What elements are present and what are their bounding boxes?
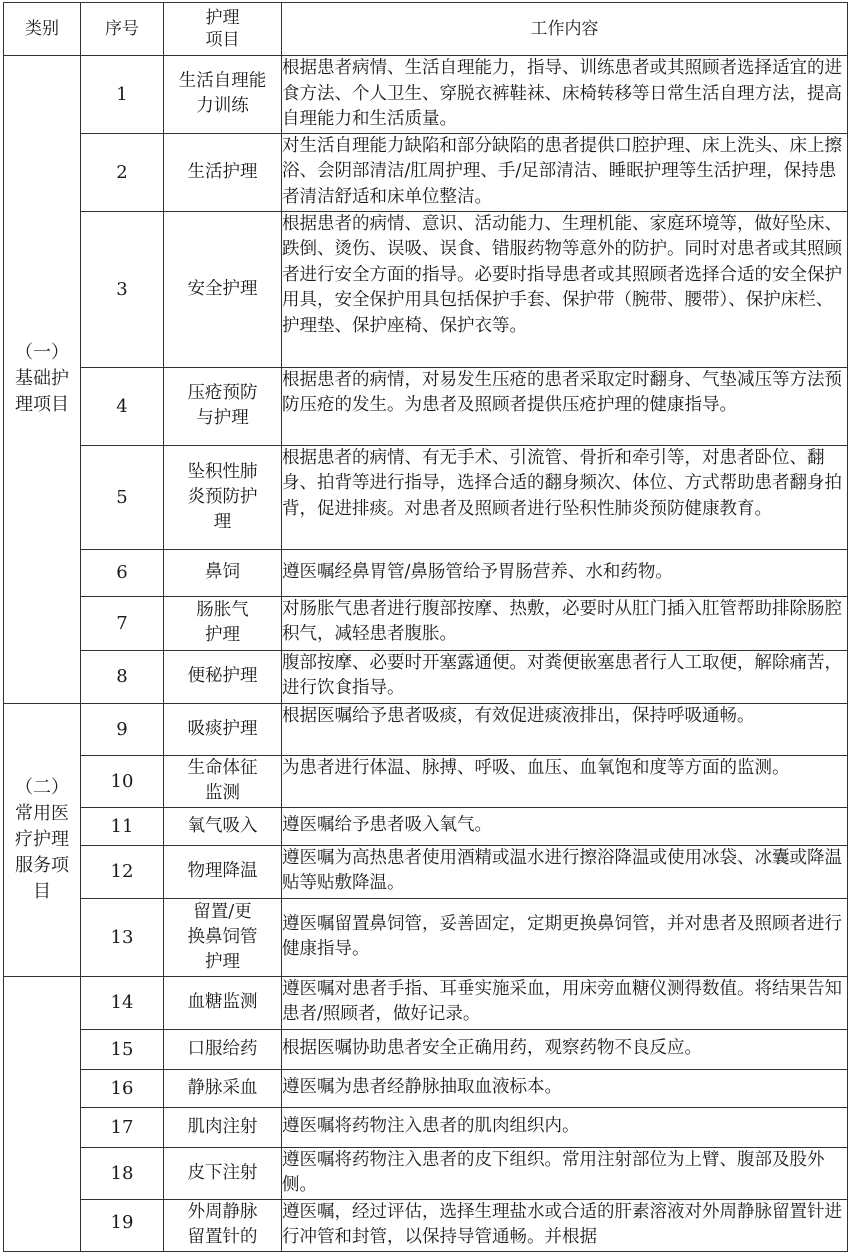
row-item: 鼻饲 — [164, 549, 282, 596]
row-content: 遵医嘱将药物注入患者的皮下组织。常用注射部位为上臂、腹部及股外侧。 — [282, 1147, 848, 1199]
row-item: 静脉采血 — [164, 1069, 282, 1107]
row-number: 18 — [81, 1147, 164, 1199]
table-row — [4, 56, 848, 134]
table-row — [4, 703, 848, 755]
table-row — [4, 367, 848, 445]
row-number: 10 — [81, 755, 164, 807]
row-number: 9 — [81, 703, 164, 755]
table-row — [4, 807, 848, 845]
row-content: 遵医嘱给予患者吸入氧气。 — [282, 807, 848, 845]
row-item — [164, 56, 282, 134]
row-content: 对肠胀气患者进行腹部按摩、热敷，必要时从肛门插入肛管帮助排除肠腔积气，减轻患者腹胀。 — [282, 596, 848, 650]
row-content: 遵医嘱经鼻胃管/鼻肠管给予胃肠营养、水和药物。 — [282, 549, 848, 596]
row-number: 19 — [81, 1199, 164, 1251]
row-content: 遵医嘱为患者经静脉抽取血液标本。 — [282, 1069, 848, 1107]
row-number: 15 — [81, 1029, 164, 1069]
table-row — [4, 976, 848, 1029]
table-row — [4, 650, 848, 703]
row-item — [164, 596, 282, 650]
row-item: 肌肉注射 — [164, 1107, 282, 1147]
row-content: 根据患者的病情、意识、活动能力、生理机能、家庭环境等，做好坠床、跌倒、烫伤、误吸、误食、错服药物等意外的防护。同时对患者或其照顾者进行安全方面的指导。必要时指导患者或其照顾者选择合适的安全保护用具，安全保护用具包括保护手套、保护带（腕带、腰带）、保护床栏、护理垫、保护座椅、保护衣等。 — [282, 211, 848, 367]
row-number: 7 — [81, 596, 164, 650]
row-content: 遵医嘱为高热患者使用酒精或温水进行擦浴降温或使用冰袋、冰囊或降温贴等贴敷降温。 — [282, 845, 848, 898]
row-item: 便秘护理 — [164, 650, 282, 703]
table-row — [4, 1069, 848, 1107]
row-content: 根据医嘱给予患者吸痰，有效促进痰液排出，保持呼吸通畅。 — [282, 703, 848, 755]
row-item: 生活护理 — [164, 133, 282, 211]
row-content: 为患者进行体温、脉搏、呼吸、血压、血氧饱和度等方面的监测。 — [282, 755, 848, 807]
row-item — [164, 1199, 282, 1251]
category-unlabeled — [4, 976, 81, 1251]
header-category: 类别 — [4, 3, 81, 56]
table-row — [4, 1147, 848, 1199]
row-number: 13 — [81, 898, 164, 976]
row-item-label: 压疮预防与护理 — [187, 383, 258, 428]
row-number: 16 — [81, 1069, 164, 1107]
row-item: 吸痰护理 — [164, 703, 282, 755]
row-content: 遵医嘱，经过评估，选择生理盐水或合适的肝素溶液对外周静脉留置针进行冲管和封管，以保持导管通畅。并根据 — [282, 1199, 848, 1251]
table-row — [4, 1107, 848, 1147]
header-content: 工作内容 — [282, 3, 848, 56]
category-label: （一）基础护理项目 — [15, 342, 69, 416]
row-number: 1 — [81, 56, 164, 134]
category-basic-care — [4, 56, 81, 704]
row-content: 对生活自理能力缺陷和部分缺陷的患者提供口腔护理、床上洗头、床上擦浴、会阴部清洁/肛周护理、手/足部清洁、睡眠护理等生活护理，保持患者清洁舒适和床单位整洁。 — [282, 133, 848, 211]
table-row — [4, 755, 848, 807]
table-row — [4, 133, 848, 211]
row-number: 4 — [81, 367, 164, 445]
row-content: 根据患者的病情，对易发生压疮的患者采取定时翻身、气垫减压等方法预防压疮的发生。为患者及照顾者提供压疮护理的健康指导。 — [282, 367, 848, 445]
row-item: 物理降温 — [164, 845, 282, 898]
row-number: 8 — [81, 650, 164, 703]
table-row — [4, 1029, 848, 1069]
table-row — [4, 549, 848, 596]
row-number: 12 — [81, 845, 164, 898]
row-content: 遵医嘱对患者手指、耳垂实施采血，用床旁血糖仪测得数值。将结果告知患者/照顾者，做好记录。 — [282, 976, 848, 1029]
row-item-label: 留置/更换鼻饲管护理 — [187, 901, 258, 972]
row-number: 3 — [81, 211, 164, 367]
category-label: （二）常用医疗护理服务项目 — [15, 776, 69, 902]
category-medical-care — [4, 703, 81, 976]
row-content: 根据患者的病情、有无手术、引流管、骨折和牵引等，对患者卧位、翻身、拍背等进行指导，选择合适的翻身频次、体位、方式帮助患者翻身拍背，促进排痰。对患者及照顾者进行坠积性肺炎预防健康教育。 — [282, 445, 848, 549]
table-row — [4, 445, 848, 549]
table-row — [4, 596, 848, 650]
row-content: 腹部按摩、必要时开塞露通便。对粪便嵌塞患者行人工取便，解除痛苦，进行饮食指导。 — [282, 650, 848, 703]
row-item-label: 坠积性肺炎预防护理 — [187, 461, 258, 532]
row-item: 血糖监测 — [164, 976, 282, 1029]
row-item-label: 生命体征监测 — [187, 758, 258, 803]
care-items-table — [3, 2, 848, 1252]
table-row — [4, 211, 848, 367]
row-item-label: 生活自理能力训练 — [178, 71, 267, 117]
row-item: 口服给药 — [164, 1029, 282, 1069]
row-number: 11 — [81, 807, 164, 845]
header-number: 序号 — [81, 3, 164, 56]
header-item: 护理 项目 — [164, 3, 282, 56]
row-item — [164, 755, 282, 807]
row-item: 皮下注射 — [164, 1147, 282, 1199]
row-item-label: 外周静脉留置针的 — [187, 1201, 258, 1247]
row-item — [164, 367, 282, 445]
table-row — [4, 845, 848, 898]
row-content: 遵医嘱将药物注入患者的肌肉组织内。 — [282, 1107, 848, 1147]
table-row — [4, 1199, 848, 1251]
row-item-label: 肠胀气护理 — [196, 600, 249, 645]
row-content: 根据医嘱协助患者安全正确用药，观察药物不良反应。 — [282, 1029, 848, 1069]
row-content: 根据患者病情、生活自理能力，指导、训练患者或其照顾者选择适宜的进食方法、个人卫生、穿脱衣裤鞋袜、床椅转移等日常生活自理方法，提高自理能力和生活质量。 — [282, 56, 848, 134]
row-content: 遵医嘱留置鼻饲管，妥善固定，定期更换鼻饲管，并对患者及照顾者进行健康指导。 — [282, 898, 848, 976]
row-number: 5 — [81, 445, 164, 549]
row-item: 安全护理 — [164, 211, 282, 367]
row-number: 17 — [81, 1107, 164, 1147]
row-item — [164, 445, 282, 549]
table-header-row — [4, 3, 848, 56]
row-item — [164, 898, 282, 976]
row-number: 6 — [81, 549, 164, 596]
row-number: 14 — [81, 976, 164, 1029]
row-number: 2 — [81, 133, 164, 211]
table-row — [4, 898, 848, 976]
row-item: 氧气吸入 — [164, 807, 282, 845]
